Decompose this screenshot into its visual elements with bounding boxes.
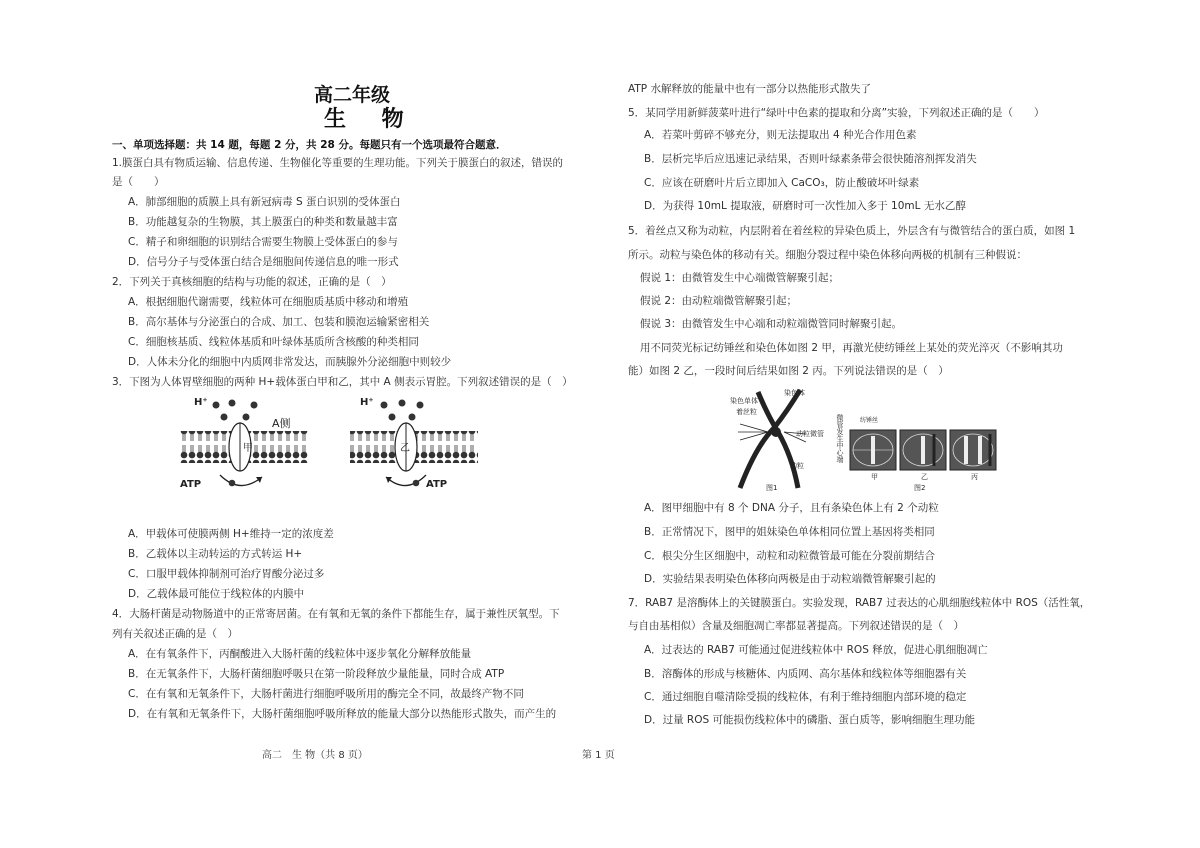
q4-option-a: A．在有氧条件下，丙酮酸进入大肠杆菌的线粒体中逐步氧化分解释放能量	[128, 648, 472, 660]
q2-stem: 2．下列关于真核细胞的结构与功能的叙述，正确的是（ ）	[112, 276, 392, 288]
carrier-jia-label: 甲	[243, 443, 253, 454]
q6-option-b: B．正常情况下，图甲的姐妹染色单体相同位置上基因将类相同	[644, 526, 935, 538]
chromosome-label: 染色体	[784, 389, 805, 397]
figure-2-caption: 图2	[914, 484, 926, 492]
figure-1-chromosome	[738, 390, 806, 490]
panel-yi-label: 乙	[921, 473, 928, 481]
q3-option-b: B．乙载体以主动转运的方式转运 H+	[128, 548, 303, 560]
q6-hypothesis-3: 假说 3：由微管发生中心端和动粒端微管同时解聚引起。	[640, 318, 903, 330]
q7-option-d: D．过量 ROS 可能损伤线粒体中的磷脂、蛋白质等，影响细胞生理功能	[644, 714, 975, 726]
q2-option-a: A．根据细胞代谢需要，线粒体可在细胞质基质中移动和增殖	[128, 296, 409, 308]
q7-option-a: A．过表达的 RAB7 可能通过促进线粒体中 ROS 释放，促进心肌细胞凋亡	[644, 644, 988, 656]
footer-page-number: 第 1 页	[582, 750, 615, 761]
q1-stem-cont: 是（ ）	[112, 176, 165, 188]
q5-option-b: B．层析完毕后应迅速记录结果，否则叶绿素条带会很快随溶剂挥发消失	[644, 153, 977, 165]
q3-option-c: C．口服甲载体抑制剂可治疗胃酸分泌过多	[128, 568, 325, 580]
panel-bing-label: 丙	[971, 473, 978, 481]
q1-option-c: C．精子和卵细胞的识别结合需要生物膜上受体蛋白的参与	[128, 236, 398, 248]
q1-option-b: B．功能越复杂的生物膜，其上膜蛋白的种类和数量越丰富	[128, 216, 398, 228]
figure-1-caption: 图1	[766, 484, 778, 492]
kinetochore-figure	[728, 386, 1008, 494]
q4-option-c: C．在有氧和无氧条件下，大肠杆菌进行细胞呼吸所用的酶完全不同，故最终产物不同	[128, 688, 524, 700]
q7-option-c: C．通过细胞自噬清除受损的线粒体，有利于维持细胞内部环境的稳定	[644, 691, 967, 703]
kinetochore-label: 动粒	[790, 462, 804, 470]
a-side-label: A侧	[272, 417, 291, 430]
q1-option-a: A．肺部细胞的质膜上具有新冠病毒 S 蛋白识别的受体蛋白	[128, 196, 401, 208]
q6-paragraph-cont: 能）如图 2 乙，一段时间后结果如图 2 丙。下列说法错误的是（ ）	[628, 365, 949, 377]
q6-option-d: D．实验结果表明染色体移向两极是由于动粒端微管解聚引起的	[644, 573, 936, 585]
q6-option-a: A．图甲细胞中有 8 个 DNA 分子，且有条染色体上有 2 个动粒	[644, 502, 939, 514]
atp-arrow-left	[220, 475, 262, 486]
q1-stem: 1.膜蛋白具有物质运输、信息传递、生物催化等重要的生理功能。下列关于膜蛋白的叙述，错误的	[112, 157, 564, 169]
h-plus-label-right: H⁺	[360, 397, 374, 408]
carrier-yi-label: 乙	[400, 443, 410, 454]
q3-stem: 3．下图为人体胃壁细胞的两种 H+载体蛋白甲和乙，其中 A 侧表示胃腔。下列叙述错误的是（ ）	[112, 376, 573, 388]
q6-stem: 5．着丝点又称为动粒，内层附着在着丝粒的异染色质上，外层含有与微管结合的蛋白质，如图 1	[628, 225, 1076, 237]
atp-label-left: ATP	[180, 479, 202, 490]
q7-stem: 7．RAB7 是溶酶体上的关键膜蛋白。实验发现，RAB7 过表达的心肌细胞线粒体中 ROS（活性氧，	[628, 597, 1091, 609]
centromere-label: 着丝粒	[736, 408, 757, 416]
spindle-label: 纺锤丝	[860, 417, 879, 424]
kinetochore-mt-label: 动粒微管	[796, 430, 824, 438]
kinetochore-dot	[771, 427, 781, 437]
q4-stem-cont: 列有关叙述正确的是（ ）	[112, 628, 238, 640]
q3-option-a: A．甲载体可使膜两侧 H+维持一定的浓度差	[128, 528, 334, 540]
figure-2-panels	[850, 430, 996, 470]
q4-option-d: D．在有氧和无氧条件下，大肠杆菌细胞呼吸所释放的能量大部分以热能形式散失，而产生的	[128, 708, 557, 720]
q5-stem: 5．某同学用新鲜菠菜叶进行“绿叶中色素的提取和分离”实验，下列叙述正确的是（ ）	[628, 107, 1045, 119]
q6-hypothesis-2: 假说 2：由动粒端微管解聚引起；	[640, 295, 798, 307]
h-plus-label-left: H⁺	[194, 397, 208, 408]
q2-option-d: D．人体未分化的细胞中内质网非常发达，而胰腺外分泌细胞中则较少	[128, 356, 452, 368]
q7-option-b: B．溶酶体的形成与核糖体、内质网、高尔基体和线粒体等细胞器有关	[644, 668, 967, 680]
subject-title: 生 物	[324, 106, 418, 132]
section-heading: 一、单项选择题：共 14 题，每题 2 分，共 28 分。每题只有一个选项最符合题意．	[112, 139, 507, 151]
q7-stem-cont: 与自由基相似）含量及细胞凋亡率都显著提高。下列叙述错误的是（ ）	[628, 620, 964, 632]
q6-paragraph: 用不同荧光标记纺锤丝和染色体如图 2 甲，再激光使纺锤丝上某处的荧光淬灭（不影响其功	[640, 342, 1063, 354]
q4-stem: 4．大肠杆菌是动物肠道中的正常寄居菌。在有氧和无氧的条件下都能生存，属于兼性厌氧型。下	[112, 608, 560, 620]
atp-arrow-right	[386, 475, 426, 486]
q2-option-c: C．细胞核基质、线粒体基质和叶绿体基质所含核酸的种类相同	[128, 336, 419, 348]
footer-left: 高二 生 物（共 8 页）	[262, 750, 368, 761]
q6-stem-cont: 所示。动粒与染色体的移动有关。细胞分裂过程中染色体移向两极的机制有三种假说：	[628, 249, 1027, 261]
panel-jia-label: 甲	[871, 473, 878, 481]
chromatid-label: 染色单体	[730, 397, 758, 405]
q4-continuation: ATP 水解释放的能量中也有一部分以热能形式散失了	[628, 83, 871, 95]
q3-option-d: D．乙载体最可能位于线粒体的内膜中	[128, 588, 305, 600]
q1-option-d: D．信号分子与受体蛋白结合是细胞间传递信息的唯一形式	[128, 256, 399, 268]
q4-option-b: B．在无氧条件下，大肠杆菌细胞呼吸只在第一阶段释放少量能量，同时合成 ATP	[128, 668, 505, 680]
atp-label-right: ATP	[426, 479, 448, 490]
mtoc-label: 微管发生中心端	[836, 414, 844, 463]
grade-title: 高二年级	[314, 84, 391, 106]
q5-option-c: C．应该在研磨叶片后立即加入 CaCO₃，防止酸破坏叶绿素	[644, 177, 920, 189]
q5-option-d: D．为获得 10mL 提取液，研磨时可一次性加入多于 10mL 无水乙醇	[644, 200, 966, 212]
q6-hypothesis-1: 假说 1：由微管发生中心端微管解聚引起；	[640, 272, 840, 284]
q5-option-a: A．若菜叶剪碎不够充分，则无法提取出 4 种光合作用色素	[644, 129, 917, 141]
membrane-carrier-figure	[180, 395, 510, 500]
q6-option-c: C．根尖分生区细胞中，动粒和动粒微管最可能在分裂前期结合	[644, 550, 935, 562]
q2-option-b: B．高尔基体与分泌蛋白的合成、加工、包装和膜泡运输紧密相关	[128, 316, 430, 328]
